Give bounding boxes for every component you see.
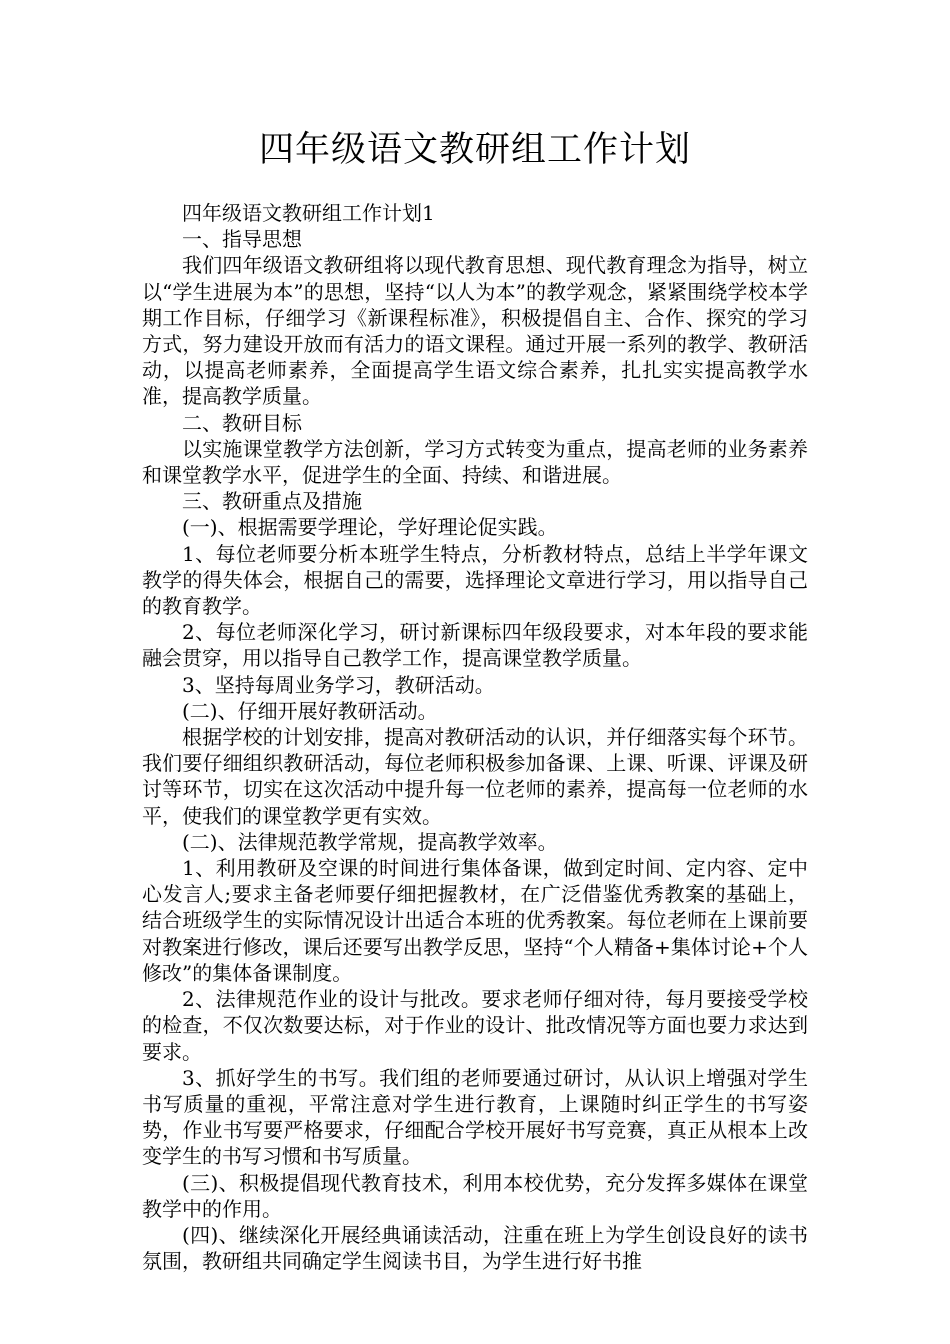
paragraph-heading-research-goal: 二、教研目标 <box>182 410 302 435</box>
paragraph: 1、每位老师要分析本班学生特点，分析教材特点，总结上半学年课文教学的得失体会，根据自己的需要，选择理论文章进行学习，用以指导自己的教育教学。 <box>142 541 808 619</box>
paragraph: 以实施课堂教学方法创新，学习方式转变为重点，提高老师的业务素养和课堂教学水平，促进学生的全面、持续、和谐进展。 <box>142 436 808 488</box>
paragraph-heading-guiding-thought: 一、指导思想 <box>182 227 302 252</box>
paragraph-section-heading: 四年级语文教研组工作计划1 <box>182 201 435 225</box>
paragraph: (二)、法律规范教学常规，提高教学效率。 <box>182 829 558 854</box>
paragraph: (一)、根据需要学理论，学好理论促实践。 <box>182 515 558 540</box>
paragraph: 3、抓好学生的书写。我们组的老师要通过研讨，从认识上增强对学生书写质量的重视，平常注意对学生进行教育，上课随时纠正学生的书写姿势，作业书写要严格要求，仔细配合学校开展好书写竞赛，真正从根本上改变学生的书写习惯和书写质量。 <box>142 1065 808 1169</box>
paragraph: (二)、仔细开展好教研活动。 <box>182 698 438 723</box>
paragraph-heading-key-measures: 三、教研重点及措施 <box>182 489 362 514</box>
paragraph: (四)、继续深化开展经典诵读活动，注重在班上为学生创设良好的读书氛围，教研组共同确定学生阅读书目，为学生进行好书推 <box>142 1222 808 1274</box>
paragraph: 2、每位老师深化学习，研讨新课标四年级段要求，对本年段的要求能融会贯穿，用以指导自己教学工作，提高课堂教学质量。 <box>142 620 808 671</box>
paragraph: 我们四年级语文教研组将以现代教育思想、现代教育理念为指导，树立以“学生进展为本”的思想，坚持“以人为本”的教学观念，紧紧围绕学校本学期工作目标，仔细学习《新课程标准》，积极提倡自主、合作、探究的学习方式，努力建设开放而有活力的语文课程。通过开展一系列的教学、教研活动，以提高老师素养，全面提高学生语文综合素养，扎扎实实提高教学水准，提高教学质量。 <box>142 253 808 409</box>
document-body <box>142 200 808 1274</box>
paragraph: 1、利用教研及空课的时间进行集体备课，做到定时间、定内容、定中心发言人;要求主备老师要仔细把握教材，在广泛借鉴优秀教案的基础上，结合班级学生的实际情况设计出适合本班的优秀教案。每位老师在上课前要对教案进行修改，课后还要写出教学反思，坚持“个人精备+集体讨论+个人修改”的集体备课制度。 <box>142 856 808 985</box>
paragraph: (三)、积极提倡现代教育技术，利用本校优势，充分发挥多媒体在课堂教学中的作用。 <box>142 1170 808 1221</box>
paragraph: 2、法律规范作业的设计与批改。要求老师仔细对待，每月要接受学校的检查，不仅次数要达标，对于作业的设计、批改情况等方面也要力求达到要求。 <box>142 987 808 1064</box>
paragraph: 根据学校的计划安排，提高对教研活动的认识，并仔细落实每个环节。我们要仔细组织教研活动，每位老师积极参加备课、上课、听课、评课及研讨等环节，切实在这次活动中提升每一位老师的素养，提高每一位老师的水平，使我们的课堂教学更有实效。 <box>142 725 808 828</box>
paragraph: 3、坚持每周业务学习，教研活动。 <box>182 672 495 697</box>
document-title: 四年级语文教研组工作计划 <box>258 130 691 170</box>
